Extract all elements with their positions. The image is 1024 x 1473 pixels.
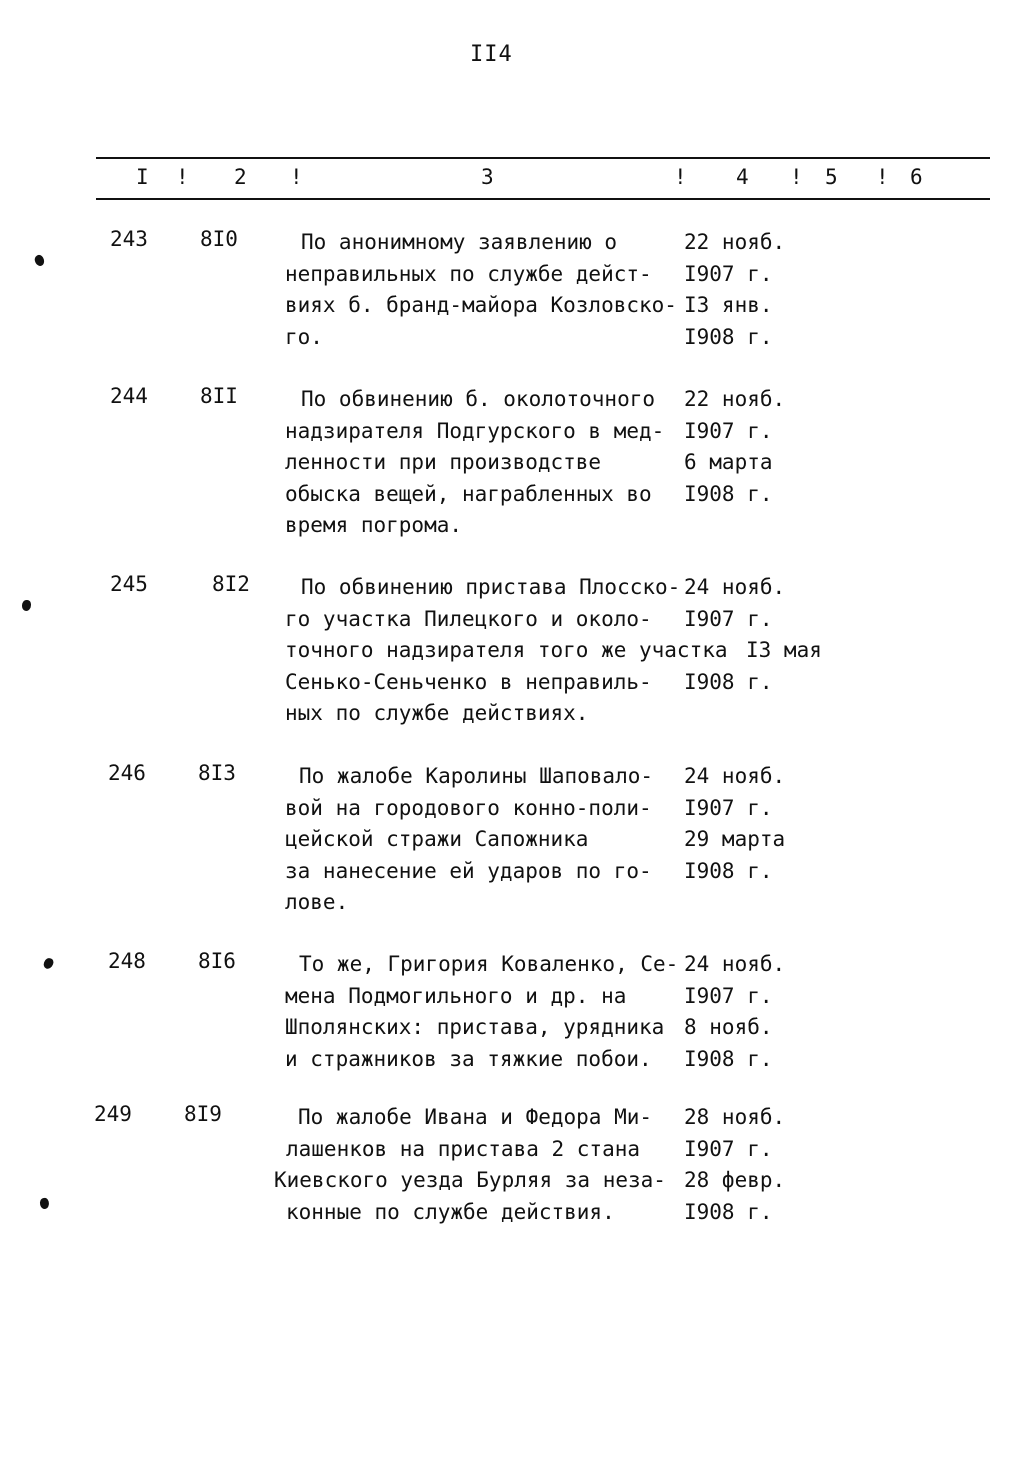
- punch-hole-mark: [33, 253, 46, 267]
- description-line: По жалобе Каролины Шаповало-: [299, 764, 654, 788]
- date-line: 8 нояб.: [684, 1015, 773, 1039]
- date-line: 22 нояб.: [684, 230, 786, 254]
- date-line: 24 нояб.: [684, 575, 786, 599]
- entry-description: [274, 1102, 666, 1228]
- description-line: за нанесение ей ударов по го-: [285, 858, 652, 883]
- table-header-rule: [96, 198, 990, 200]
- column-header-1: I: [136, 165, 149, 189]
- description-line: По жалобе Ивана и Федора Ми-: [298, 1105, 653, 1129]
- entry-dates: [684, 227, 785, 353]
- description-line: лашенков на пристава 2 стана: [286, 1136, 641, 1161]
- date-line: 6 марта: [684, 450, 773, 474]
- date-line: I3 янв.: [684, 293, 773, 317]
- entry-number: 249: [94, 1102, 132, 1126]
- date-line: 28 нояб.: [684, 1105, 786, 1129]
- description-line: ленности при производстве: [285, 450, 602, 474]
- entry-code: 8I9: [184, 1102, 222, 1126]
- date-line: I908 г.: [684, 1199, 773, 1224]
- date-line: 29 марта: [684, 827, 786, 851]
- date-line: 24 нояб.: [684, 764, 786, 788]
- column-separator: !: [176, 165, 189, 189]
- entry-code: 8I3: [198, 761, 236, 785]
- entry-number: 246: [108, 761, 146, 785]
- date-line: I908 г.: [684, 1046, 773, 1071]
- description-line: точного надзирателя того же участка: [285, 638, 728, 662]
- entry-code: 8I6: [198, 949, 236, 973]
- table-top-rule: [96, 157, 990, 159]
- entry-code: 8I0: [200, 227, 238, 251]
- entry-dates: [684, 761, 785, 887]
- date-line: I908 г.: [684, 481, 773, 506]
- entry-dates: [684, 1102, 785, 1228]
- entry-dates: [684, 572, 822, 698]
- description-line: го.: [285, 324, 323, 349]
- description-line: и стражников за тяжкие побои.: [285, 1046, 652, 1071]
- description-line: конные по службе действия.: [286, 1199, 615, 1224]
- description-line: Сенько-Сеньченко в неправиль-: [285, 669, 652, 694]
- entry-description: [285, 384, 664, 542]
- entry-number: 243: [110, 227, 148, 251]
- date-line: I907 г.: [684, 606, 773, 631]
- column-separator: !: [876, 165, 889, 189]
- description-line: По обвинению пристава Плосско-: [301, 575, 681, 599]
- date-line: I908 г.: [684, 858, 773, 883]
- description-line: время погрома.: [285, 513, 463, 537]
- date-line: I907 г.: [684, 1136, 773, 1161]
- column-header-4: 4: [736, 165, 749, 189]
- punch-hole-mark: [39, 1197, 51, 1210]
- date-line: I907 г.: [684, 795, 773, 820]
- description-line: вой на городового конно-поли-: [285, 795, 652, 820]
- column-separator: !: [674, 165, 687, 189]
- punch-hole-mark: [42, 957, 54, 970]
- entry-description: [285, 227, 677, 353]
- description-line: ных по службе действиях.: [285, 701, 589, 725]
- entry-description: [285, 949, 678, 1075]
- column-header-2: 2: [234, 165, 247, 189]
- page-number: II4: [470, 42, 513, 67]
- entry-code: 8II: [200, 384, 238, 408]
- date-line: I3 мая: [746, 638, 822, 662]
- description-line: По анонимному заявлению о: [301, 230, 618, 254]
- description-line: неправильных по службе дейст-: [285, 261, 652, 286]
- description-line: Шполянских: пристава, урядника: [285, 1015, 665, 1039]
- date-line: I907 г.: [684, 261, 773, 286]
- description-line: виях б. бранд-майора Козловско-: [285, 293, 677, 317]
- description-line: мена Подмогильного и др. на: [285, 983, 627, 1008]
- entry-dates: [684, 949, 785, 1075]
- description-line: лове.: [285, 890, 349, 914]
- description-line: го участка Пилецкого и около-: [285, 606, 652, 631]
- description-line: обыска вещей, награбленных во: [285, 481, 652, 506]
- entry-description: [285, 572, 728, 730]
- entry-description: [285, 761, 653, 919]
- description-line: То же, Григория Коваленко, Се-: [299, 952, 679, 976]
- description-line: цейской стражи Сапожника: [285, 827, 589, 851]
- column-separator: !: [290, 165, 303, 189]
- description-line: По обвинению б. околоточного: [301, 387, 656, 411]
- date-line: I908 г.: [684, 669, 773, 694]
- date-line: I907 г.: [684, 418, 773, 443]
- entry-dates: [684, 384, 785, 510]
- entry-number: 248: [108, 949, 146, 973]
- entry-number: 244: [110, 384, 148, 408]
- column-header-6: 6: [910, 165, 923, 189]
- date-line: 28 февр.: [684, 1168, 786, 1192]
- date-line: I907 г.: [684, 983, 773, 1008]
- punch-hole-mark: [22, 600, 31, 611]
- description-line: надзирателя Подгурского в мед-: [285, 418, 665, 443]
- date-line: I908 г.: [684, 324, 773, 349]
- date-line: 24 нояб.: [684, 952, 786, 976]
- column-separator: !: [790, 165, 803, 189]
- column-header-3: 3: [481, 165, 494, 189]
- entry-number: 245: [110, 572, 148, 596]
- description-line: Киевского уезда Бурляя за неза-: [274, 1168, 666, 1192]
- column-header-5: 5: [825, 165, 838, 189]
- entry-code: 8I2: [212, 572, 250, 596]
- date-line: 22 нояб.: [684, 387, 786, 411]
